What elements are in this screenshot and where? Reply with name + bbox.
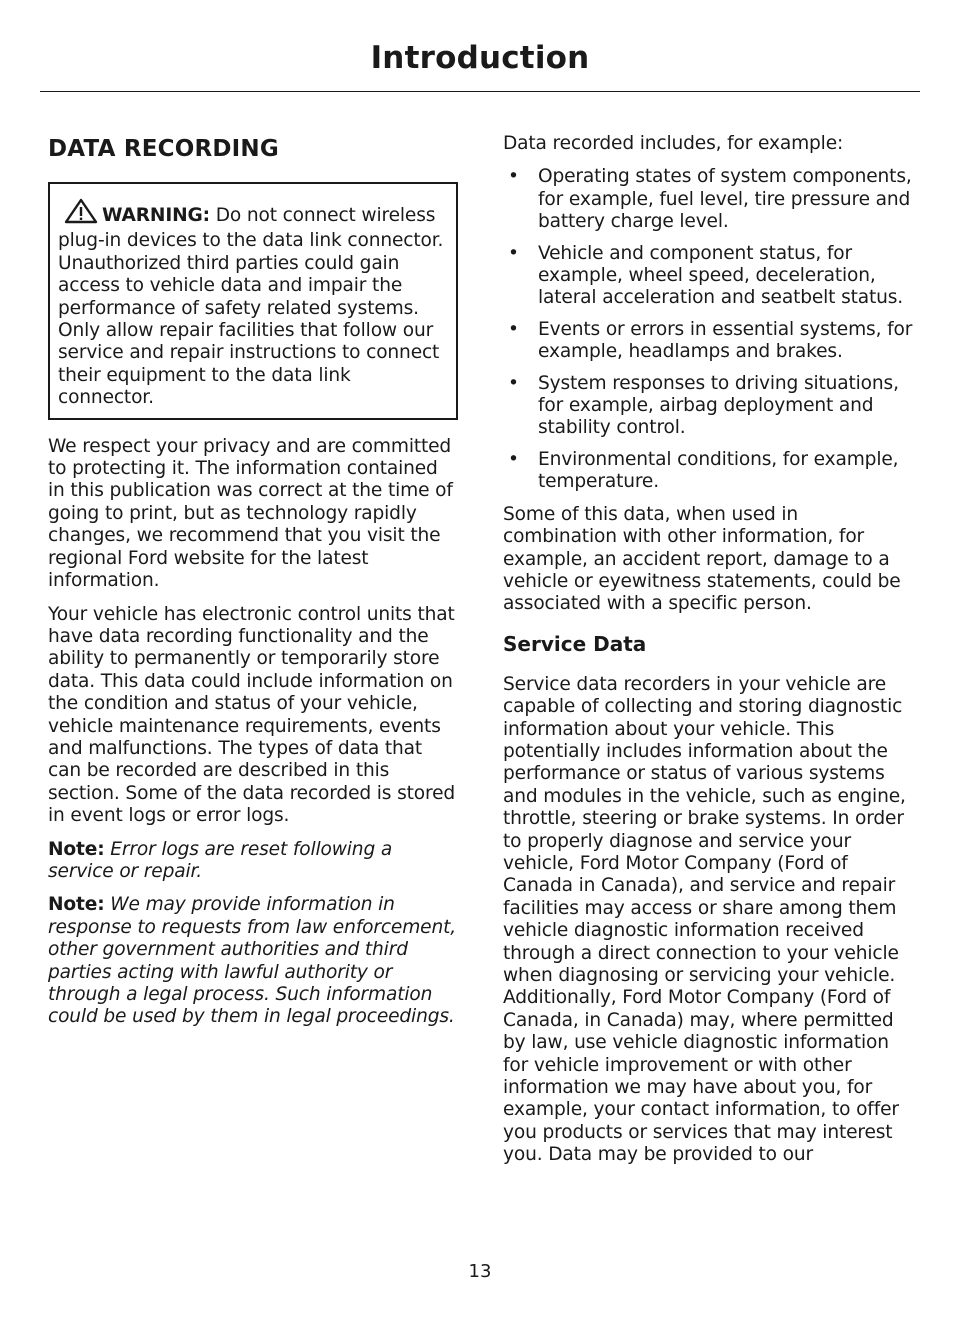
warning-box — [48, 182, 458, 420]
note-law-enforcement — [48, 894, 458, 1028]
note-label: Note: — [48, 838, 105, 860]
privacy-paragraph: We respect your privacy and are committed to protecting it. The information contained in this publication was correct at the time of going to print, but as technology rapidly changes, we recommend that you visit the regional Ford website for the latest information. — [48, 435, 453, 592]
note-error-logs — [48, 839, 458, 884]
note-label: Note: — [48, 894, 105, 916]
page-number: 13 — [468, 1261, 492, 1282]
data-recorded-list — [503, 166, 913, 493]
warning-text: Do not connect wireless plug-in devices to the data link connector. Unauthorized third parties could gain access to vehicle data and impair the performance of safety related systems. Only allow repair facilities that follow our service and repair instructions to connect their equipment to the data link connector. — [58, 205, 444, 409]
bullet-icon: • — [508, 166, 519, 188]
service-data-paragraph: Service data recorders in your vehicle are capable of collecting and storing diagnostic information about your vehicle. This potentially includes information about the performance or status of various systems and modules in the vehicle, such as engine, throttle, steering or brake systems. In order to properly diagnose and service your vehicle, Ford Motor Company (Ford of Canada in Canada), and service and repair facilities may access or share among them vehicle diagnostic information received through a direct connection to your vehicle when diagnosing or servicing your vehicle. Additionally, Ford Motor Company (Ford of Canada, in Canada) may, where permitted by law, use vehicle diagnostic information for vehicle improvement or with other information we may have about you, for example, your contact information, to offer you products or services that may interest you. Data may be provided to our — [503, 673, 906, 1166]
bullet-icon: • — [508, 318, 519, 340]
note-text: Error logs are reset following a service or repair. — [48, 838, 393, 882]
left-column — [48, 130, 458, 1040]
sub-heading: Service Data — [503, 631, 647, 656]
right-column — [503, 133, 913, 1178]
association-paragraph: Some of this data, when used in combination with other information, for example, an accident report, damage to a vehicle or eyewitness statements, could be associated with a specific person. — [503, 503, 901, 615]
data-recorded-intro: Data recorded includes, for example: — [503, 133, 844, 154]
bullet-icon: • — [508, 372, 519, 394]
warning-paragraph — [58, 198, 448, 410]
list-item: • Vehicle and component status, for example, wheel speed, deceleration, lateral acceleration and seatbelt status. — [508, 242, 904, 309]
warning-triangle-icon — [64, 198, 98, 230]
section-heading: DATA RECORDING — [48, 136, 279, 162]
page-title: Introduction — [370, 40, 590, 76]
bullet-icon: • — [508, 448, 519, 470]
list-item: • System responses to driving situations, for example, airbag deployment and stability control. — [508, 372, 899, 439]
list-item: • Environmental conditions, for example, temperature. — [508, 448, 899, 493]
note-text: We may provide information in response to requests from law enforcement, other government authorities and third parties acting with lawful authority or through a legal process. Such information could be used by them in legal proceedings. — [48, 894, 456, 1028]
ecu-paragraph: Your vehicle has electronic control units that have data recording functionality and the ability to permanently or temporarily store data. This data could include information on the condition and status of your vehicle, vehicle maintenance requirements, events and malfunctions. The types of data that can be recorded are described in this section. Some of the data recorded is stored in event logs or error logs. — [48, 603, 456, 827]
list-item: • Events or errors in essential systems, for example, headlamps and brakes. — [508, 318, 913, 363]
title-divider — [40, 91, 920, 92]
list-item: • Operating states of system components, for example, fuel level, tire pressure and battery charge level. — [508, 166, 912, 233]
warning-label: WARNING: — [102, 205, 210, 226]
bullet-icon: • — [508, 242, 519, 264]
